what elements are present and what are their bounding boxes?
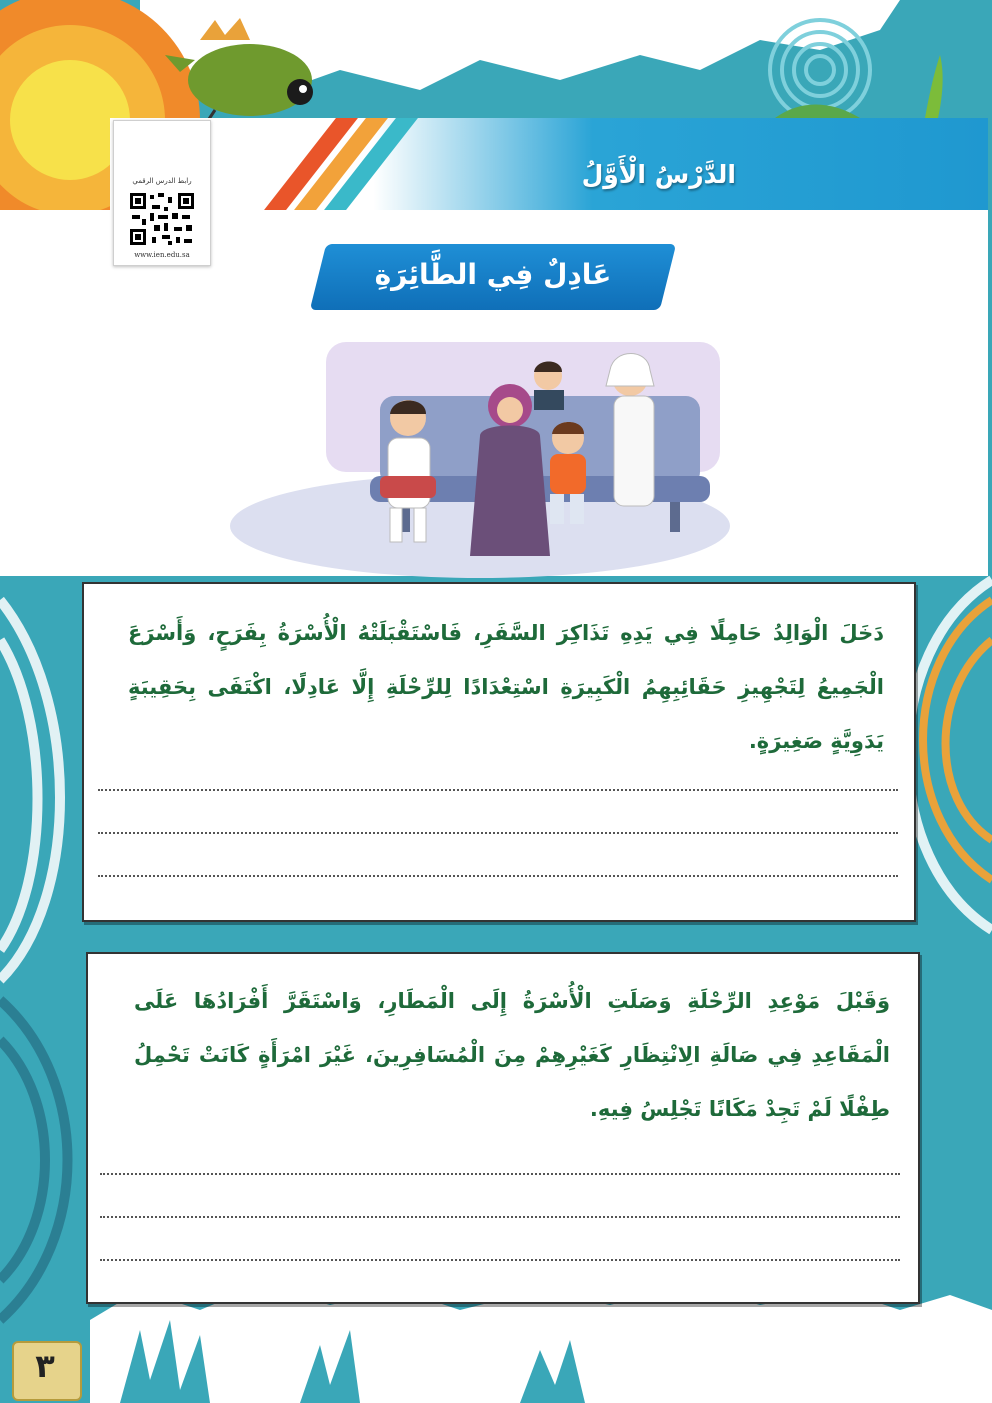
lesson-header-band xyxy=(110,118,988,210)
qr-code-icon[interactable] xyxy=(128,191,196,247)
paragraph-1: دَخَلَ الْوَالِدُ حَامِلًا فِي يَدِهِ تَذَاكِرَ السَّفَرِ، فَاسْتَقْبَلَتْهُ الْأُسْرَةُ بِفَرَحٍ، وَأَسْرَعَ الْجَمِيعُ لِتَجْهِيزِ حَقَائِبِهِمُ الْكَبِيرَةِ اسْتِعْدَادًا لِلرِّحْلَةِ إِلَّا عَادِلًا، اكْتَفَى بِحَقِيبَةٍ يَدَوِيَّةٍ صَغِيرَةٍ. xyxy=(128,621,884,753)
answer-line[interactable] xyxy=(100,1173,900,1175)
family-waiting-illustration xyxy=(230,326,730,578)
paragraph-2: وَقَبْلَ مَوْعِدِ الرِّحْلَةِ وَصَلَتِ الْأُسْرَةُ إِلَى الْمَطَارِ، وَاسْتَقَرَّ أَفْرَادُهَا عَلَى الْمَقَاعِدِ فِي صَالَةِ الِانْتِظَارِ كَغَيْرِهِمْ مِنَ الْمُسَافِرِينَ، غَيْرَ امْرَأَةٍ كَانَتْ تَحْمِلُ طِفْلًا لَمْ تَجِدْ مَكَانًا تَجْلِسُ فِيهِ. xyxy=(134,989,890,1121)
answer-line[interactable] xyxy=(98,832,898,834)
qr-card[interactable] xyxy=(113,120,211,266)
answer-line[interactable] xyxy=(98,875,898,877)
answer-line[interactable] xyxy=(98,789,898,791)
answer-line[interactable] xyxy=(100,1216,900,1218)
lesson-title: الدَّرْسُ الْأَوَّلُ xyxy=(581,160,736,189)
answer-line[interactable] xyxy=(100,1259,900,1261)
story-title: عَادِلٌ فِي الطَّائِرَةِ xyxy=(374,258,612,291)
qr-url: www.ien.edu.sa xyxy=(134,251,190,259)
qr-label: رابط الدرس الرقمي xyxy=(132,177,192,185)
page-number: ٣ xyxy=(35,1347,55,1385)
